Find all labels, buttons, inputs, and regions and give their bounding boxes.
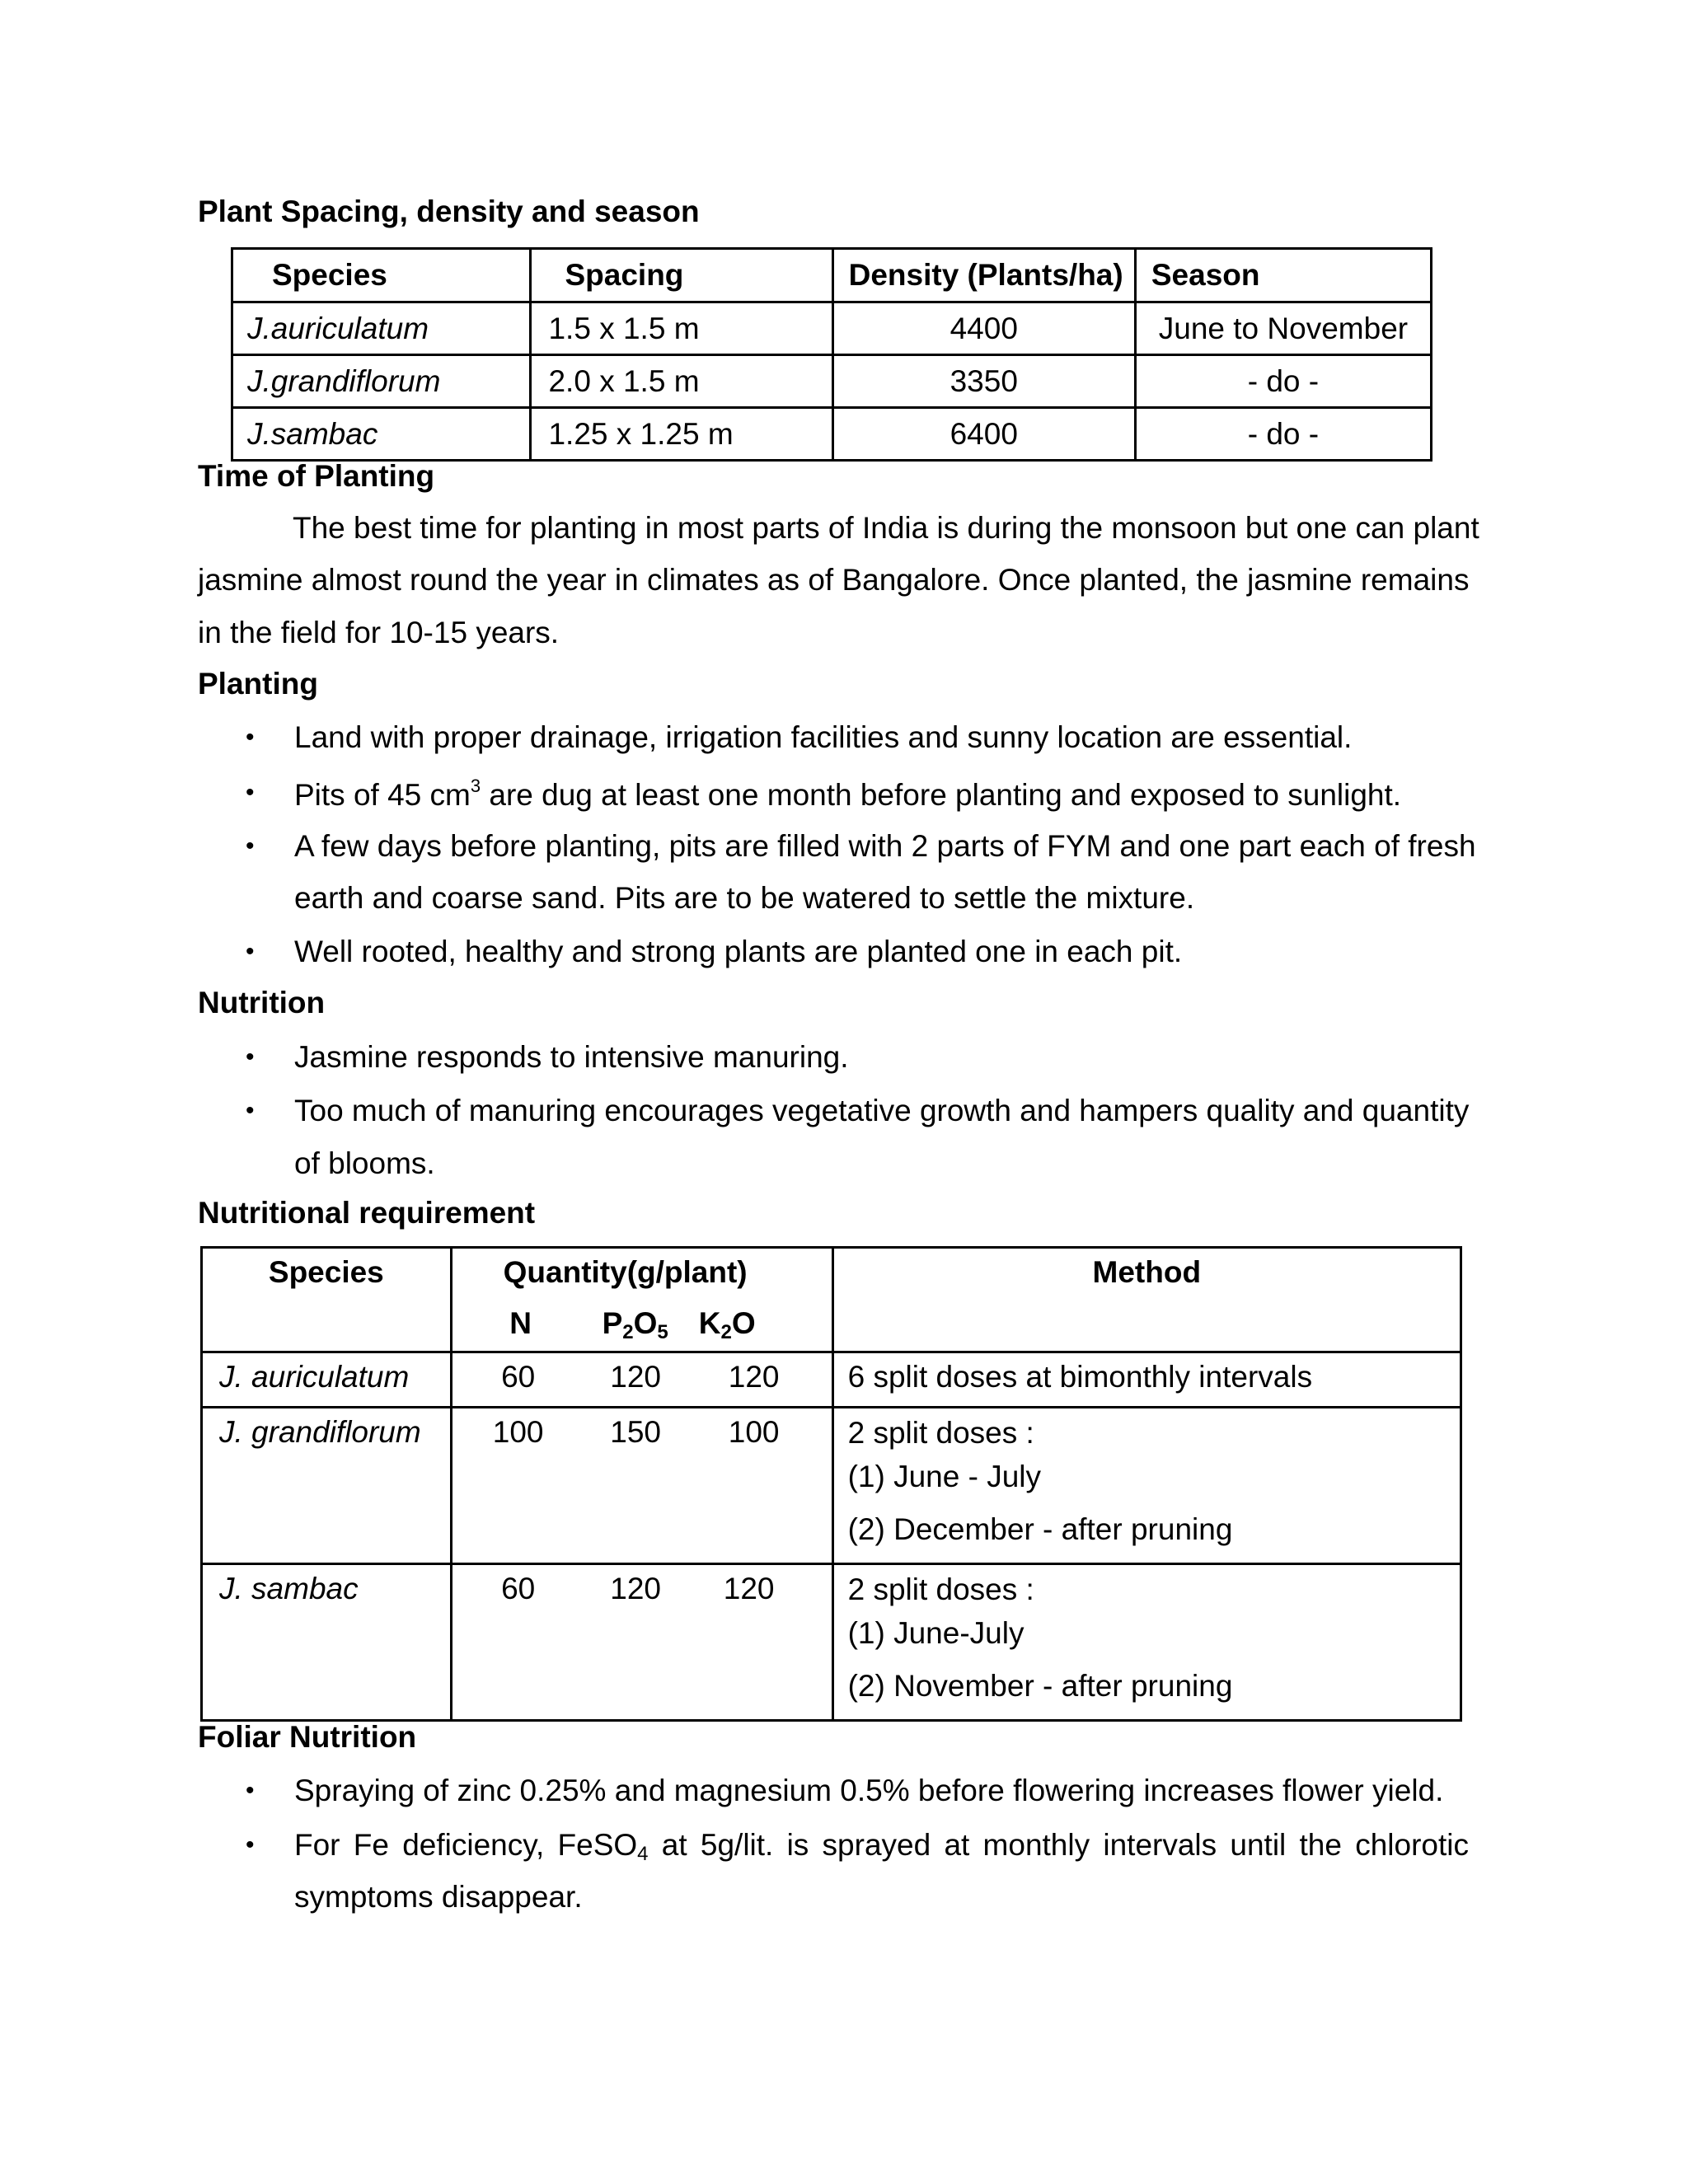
p-value: 150 xyxy=(610,1415,662,1449)
species-cell: J. grandiflorum xyxy=(202,1408,452,1564)
spacing-header-density: Density (Plants/ha) xyxy=(832,249,1135,302)
quantity-cell xyxy=(451,1352,832,1408)
table-row xyxy=(202,1352,1461,1408)
table-row xyxy=(202,1564,1461,1721)
method-line: (2) December - after pruning xyxy=(847,1512,1233,1546)
nutrition-bullet-1: Jasmine responds to intensive manuring. xyxy=(294,1040,849,1074)
nutrient-header-method: Method xyxy=(832,1248,1461,1352)
bullet-icon: • xyxy=(246,1831,255,1858)
spacing-header-species: Species xyxy=(232,249,531,302)
nutrient-header-species: Species xyxy=(202,1248,452,1352)
foliar-bullet-2-line2: symptoms disappear. xyxy=(294,1880,583,1914)
bullet-icon: • xyxy=(246,724,255,751)
section-title-spacing: Plant Spacing, density and season xyxy=(198,194,700,228)
planting-bullet-1: Land with proper drainage, irrigation facilities and sunny location are essential. xyxy=(294,720,1353,754)
spacing-cell: 1.5 x 1.5 m xyxy=(531,302,832,355)
k-value: 100 xyxy=(728,1415,780,1449)
foliar-bullet-2-line1: For Fe deficiency, FeSO$_4$ at 5g/lit. is sprayed at monthly intervals until the chlorotic xyxy=(294,1828,1469,1865)
section-title-time: Time of Planting xyxy=(198,459,435,493)
foliar-bullet-1: Spraying of zinc 0.25% and magnesium 0.5% before flowering increases flower yield. xyxy=(294,1774,1444,1807)
quantity-cell xyxy=(451,1408,832,1564)
spacing-cell: 1.25 x 1.25 m xyxy=(531,408,832,461)
density-cell: 6400 xyxy=(832,408,1135,461)
bullet-icon: • xyxy=(246,938,255,965)
n-value: 60 xyxy=(501,1572,536,1605)
spacing-cell: 2.0 x 1.5 m xyxy=(531,355,832,408)
method-line: 2 split doses : xyxy=(847,1572,1034,1606)
bullet-icon: • xyxy=(246,1043,255,1071)
method-cell xyxy=(832,1564,1461,1721)
nutrition-bullet-2-line1: Too much of manuring encourages vegetative growth and hampers quality and quantity xyxy=(294,1094,1470,1127)
table-row xyxy=(232,355,1432,408)
method-line: 2 split doses : xyxy=(847,1416,1034,1450)
method-line: (1) June - July xyxy=(847,1460,1042,1493)
planting-bullet-2: Pits of 45 $cm^3$ are dug at least one month before planting and exposed to sunlight. xyxy=(294,776,1402,812)
nutrient-table xyxy=(200,1246,1462,1722)
spacing-header-season: Season xyxy=(1135,249,1431,302)
species-cell: J.auriculatum xyxy=(232,302,531,355)
planting-bullet-3-line2: earth and coarse sand. Pits are to be watered to settle the mixture. xyxy=(294,881,1195,915)
nutrition-bullet-2-line2: of blooms. xyxy=(294,1146,435,1180)
time-paragraph-line1: The best time for planting in most parts of India is during the monsoon but one can plant xyxy=(293,511,1479,545)
p-value: 120 xyxy=(610,1572,662,1605)
bullet-icon: • xyxy=(246,779,255,806)
season-cell: - do - xyxy=(1135,408,1431,461)
spacing-table xyxy=(231,247,1432,462)
time-paragraph-line3: in the field for 10-15 years. xyxy=(198,616,560,649)
quantity-cell xyxy=(451,1564,832,1721)
spacing-table-header-row xyxy=(232,249,1432,302)
method-line: (1) June-July xyxy=(847,1616,1025,1650)
method-cell xyxy=(832,1352,1461,1408)
nutrient-table-header-row xyxy=(202,1248,1461,1352)
species-cell: J. sambac xyxy=(202,1564,452,1721)
planting-bullet-3-line1: A few days before planting, pits are filled with 2 parts of FYM and one part each of fresh xyxy=(294,829,1476,863)
season-cell: June to November xyxy=(1135,302,1431,355)
subheader-n: N xyxy=(509,1306,532,1340)
species-cell: J.sambac xyxy=(232,408,531,461)
bullet-icon: • xyxy=(246,832,255,860)
season-cell: - do - xyxy=(1135,355,1431,408)
table-row xyxy=(232,302,1432,355)
n-value: 60 xyxy=(501,1360,536,1394)
nutrient-subheaders xyxy=(452,1306,832,1344)
section-title-nutritional-requirement: Nutritional requirement xyxy=(198,1196,536,1230)
table-row xyxy=(202,1408,1461,1564)
method-line: (2) November - after pruning xyxy=(847,1669,1233,1703)
nutrient-header-quantity-cell xyxy=(451,1248,832,1352)
k-value: 120 xyxy=(728,1360,780,1394)
bullet-icon: • xyxy=(246,1097,255,1124)
section-title-planting: Planting xyxy=(198,667,318,701)
subheader-p2o5: $P_2O_5$ xyxy=(602,1306,668,1343)
planting-bullet-4: Well rooted, healthy and strong plants are planted one in each pit. xyxy=(294,935,1183,968)
k-value: 120 xyxy=(723,1572,775,1605)
n-value: 100 xyxy=(492,1415,544,1449)
spacing-header-spacing: Spacing xyxy=(531,249,832,302)
density-cell: 3350 xyxy=(832,355,1135,408)
section-title-foliar: Foliar Nutrition xyxy=(198,1720,417,1754)
species-cell: J.grandiflorum xyxy=(232,355,531,408)
time-paragraph-line2: jasmine almost round the year in climates as of Bangalore. Once planted, the jasmine remains xyxy=(198,563,1470,597)
table-row xyxy=(232,408,1432,461)
method-cell xyxy=(832,1408,1461,1564)
subheader-k2o: $K_2O$ xyxy=(698,1306,756,1343)
density-cell: 4400 xyxy=(832,302,1135,355)
method-line: 6 split doses at bimonthly intervals xyxy=(847,1360,1313,1394)
species-cell: J. auriculatum xyxy=(202,1352,452,1408)
p-value: 120 xyxy=(610,1360,662,1394)
nutrient-header-quantity: Quantity(g/plant) xyxy=(503,1255,748,1289)
section-title-nutrition: Nutrition xyxy=(198,986,326,1019)
bullet-icon: • xyxy=(246,1777,255,1804)
